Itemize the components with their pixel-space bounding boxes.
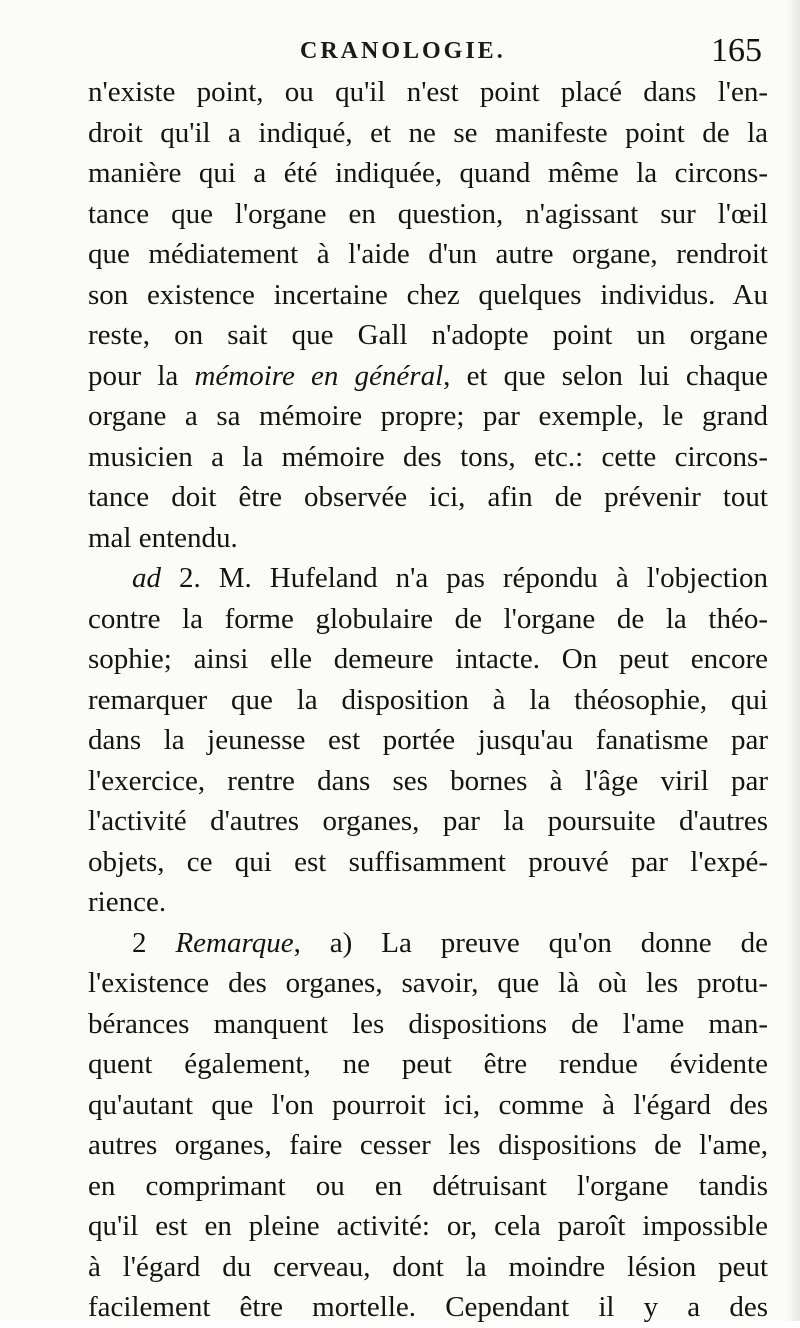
paragraph-start-line	[88, 923, 768, 964]
text-line: dans la jeunesse est portée jusqu'au fanatisme par	[88, 724, 768, 756]
running-title: CRANOLOGIE.	[300, 38, 506, 64]
page-number: 165	[711, 32, 762, 69]
text-line: droit qu'il a indiqué, et ne se manifeste point de la	[88, 116, 768, 149]
text-line: quent également, ne peut être rendue évidente	[88, 1048, 768, 1080]
text-run: pour la	[88, 359, 195, 392]
text-line: organe a sa mémoire propre; par exemple, le grand	[88, 400, 768, 432]
text-run: 2	[132, 926, 176, 959]
text-line: tance que l'organe en question, n'agissant sur l'œil	[88, 197, 768, 230]
text-run: 2. M. Hufeland n'a pas répondu à l'objection	[161, 562, 768, 594]
text-line: reste, on sait que Gall n'adopte point un organe	[88, 319, 768, 351]
text-line: musicien a la mémoire des tons, etc.: cette circons-	[88, 440, 768, 473]
text-line: l'exercice, rentre dans ses bornes à l'âge viril par	[88, 764, 768, 797]
italic-text: ad	[132, 562, 161, 594]
text-line: qu'il est en pleine activité: or, cela paroît impossible	[88, 1210, 768, 1242]
body-text	[88, 72, 768, 1328]
text-line	[88, 356, 768, 397]
text-line: à l'égard du cerveau, dont la moindre lésion peut	[88, 1250, 768, 1283]
text-line: tance doit être observée ici, afin de prévenir tout	[88, 481, 768, 513]
text-line: que médiatement à l'aide d'un autre organe, rendroit	[88, 238, 768, 270]
text-line: bérances manquent les dispositions de l'ame man-	[88, 1007, 768, 1040]
text-line: rience.	[88, 886, 167, 918]
text-run: , a) La preuve qu'on donne de	[293, 926, 768, 959]
text-line: objets, ce qui est suffisamment prouvé par l'expé-	[88, 845, 768, 878]
text-line: en comprimant ou en détruisant l'organe tandis	[88, 1169, 768, 1202]
italic-text: mémoire en général	[194, 359, 444, 392]
text-line: contre la forme globulaire de l'organe de la théo-	[88, 602, 768, 635]
italic-text: Remarque	[175, 926, 294, 959]
text-line: remarquer que la disposition à la théosophie, qui	[88, 683, 768, 716]
paragraph-start-line	[88, 558, 768, 599]
text-line: mal entendu.	[88, 521, 238, 554]
text-line: qu'autant que l'on pourroit ici, comme à l'égard des	[88, 1088, 768, 1121]
text-line: l'existence des organes, savoir, que là où les protu-	[88, 967, 768, 999]
page-header	[0, 32, 800, 76]
text-run: , et que selon lui chaque	[443, 359, 768, 392]
text-line: autres organes, faire cesser les dispositions de l'ame,	[88, 1129, 768, 1161]
page-edge-shadow	[786, 0, 800, 1321]
text-line: sophie; ainsi elle demeure intacte. On peut encore	[88, 643, 768, 675]
text-line: facilement être mortelle. Cependant il y a des	[88, 1291, 768, 1323]
text-line: son existence incertaine chez quelques individus. Au	[88, 278, 768, 311]
text-line: manière qui a été indiquée, quand même la circons-	[88, 157, 768, 189]
text-line: l'activité d'autres organes, par la poursuite d'autres	[88, 805, 768, 837]
text-line: n'existe point, ou qu'il n'est point placé dans l'en-	[88, 76, 768, 108]
